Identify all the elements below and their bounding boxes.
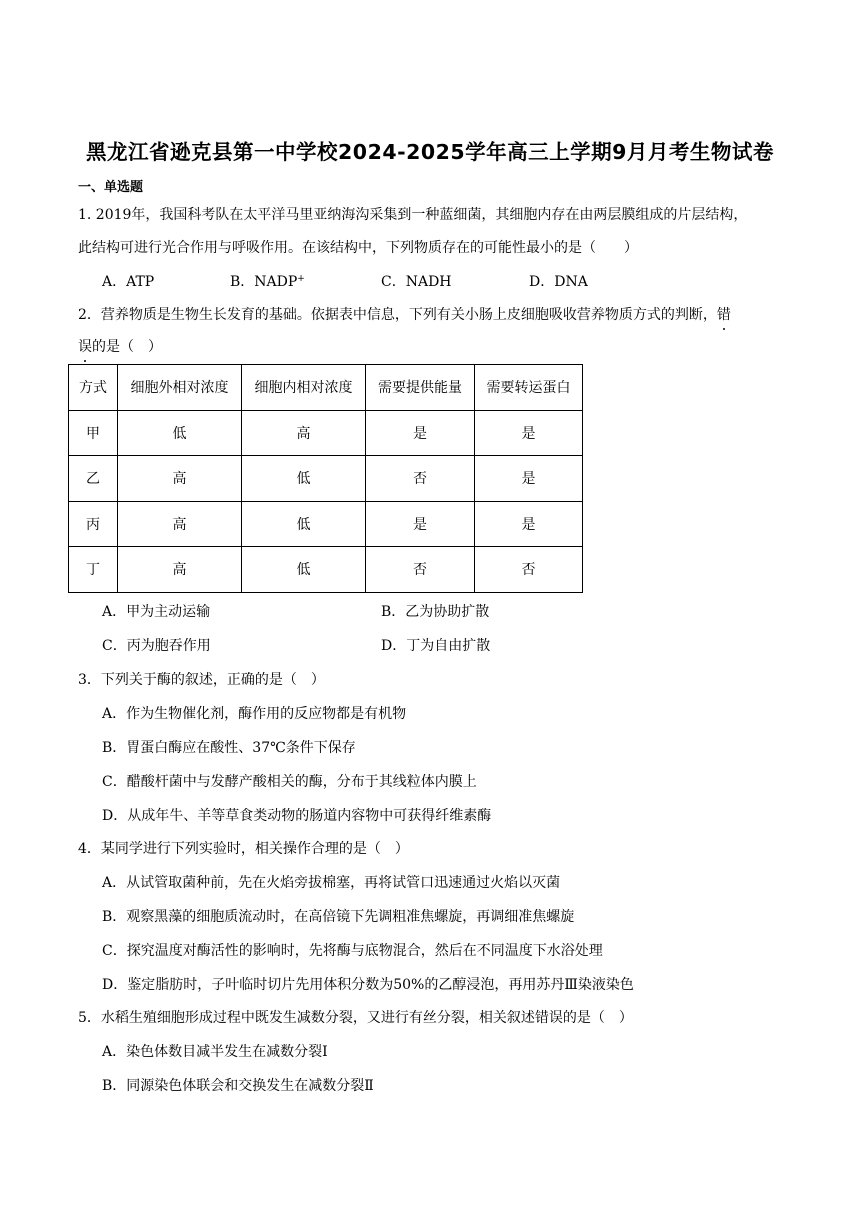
q4-option-d: D．鉴定脂肪时，子叶临时切片先用体积分数为50%的乙醇浸泡，再用苏丹Ⅲ染液染色: [102, 977, 634, 993]
q2-table: [68, 364, 583, 593]
q1-option-c: C．NADH: [381, 274, 452, 290]
q1-option-b-sup: +: [297, 274, 305, 284]
table-cell: 高: [118, 501, 242, 547]
table-cell: 是: [366, 501, 475, 547]
page-title: 黑龙江省逊克县第一中学校2024-2025学年高三上学期9月月考生物试卷: [86, 140, 774, 164]
table-header-cell: 需要转运蛋白: [475, 365, 583, 411]
table-cell: 是: [475, 410, 583, 456]
q2-emphasis-char: 错: [717, 304, 731, 324]
table-cell: 高: [118, 547, 242, 593]
table-cell: 低: [242, 547, 366, 593]
table-header-cell: 细胞外相对浓度: [118, 365, 242, 411]
q3-option-c: C．醋酸杆菌中与发酵产酸相关的酶，分布于其线粒体内膜上: [102, 774, 477, 790]
q3-option-d: D．从成年牛、羊等草食类动物的肠道内容物中可获得纤维素酶: [102, 808, 492, 824]
table-cell: 乙: [69, 456, 118, 502]
table-cell: 否: [475, 547, 583, 593]
table-header-cell: 需要提供能量: [366, 365, 475, 411]
q2-stem-line1: [78, 304, 731, 324]
q1-stem-line2: 此结构可进行光合作用与呼吸作用。在该结构中，下列物质存在的可能性最小的是（ ）: [78, 240, 638, 256]
q1-option-a: A．ATP: [102, 274, 155, 290]
q5-stem: 5．水稻生殖细胞形成过程中既发生减数分裂，又进行有丝分裂，相关叙述错误的是（ ）: [78, 1010, 633, 1026]
q3-option-b: B．胃蛋白酶应在酸性、37℃条件下保存: [102, 740, 356, 756]
table-cell: 低: [118, 410, 242, 456]
table-cell: 低: [242, 456, 366, 502]
q4-stem: 4．某同学进行下列实验时，相关操作合理的是（ ）: [78, 841, 409, 857]
q3-option-a: A．作为生物催化剂，酶作用的反应物都是有机物: [102, 706, 407, 722]
q4-option-a: A．从试管取菌种前，先在火焰旁拔棉塞，再将试管口迅速通过火焰以灭菌: [102, 875, 561, 891]
table-cell: 是: [366, 410, 475, 456]
q2-option-a: A．甲为主动运输: [102, 604, 211, 620]
table-header-cell: 细胞内相对浓度: [242, 365, 366, 411]
table-cell: 是: [475, 456, 583, 502]
q2-emphasis-char: 误: [78, 336, 92, 356]
q2-stem-line2: [78, 336, 162, 356]
table-row: [69, 410, 583, 456]
table-cell: 否: [366, 547, 475, 593]
table-row: [69, 547, 583, 593]
table-cell: 甲: [69, 410, 118, 456]
table-cell: 丙: [69, 501, 118, 547]
q2-option-b: B．乙为协助扩散: [381, 604, 490, 620]
q1-option-b: [230, 271, 305, 291]
section-heading: 一、单选题: [78, 180, 144, 195]
q1-option-d: D．DNA: [529, 274, 588, 290]
table-row: [69, 456, 583, 502]
table-header-row: [69, 365, 583, 411]
table-cell: 丁: [69, 547, 118, 593]
table-header-cell: 方式: [69, 365, 118, 411]
q2-stem-text: 的是（ ）: [92, 339, 162, 355]
q4-option-b: B．观察黑藻的细胞质流动时，在高倍镜下先调粗准焦螺旋，再调细准焦螺旋: [102, 909, 575, 925]
table-cell: 高: [242, 410, 366, 456]
q2-option-d: D．丁为自由扩散: [381, 638, 491, 654]
q3-stem: 3．下列关于酶的叙述，正确的是（ ）: [78, 672, 325, 688]
table-cell: 低: [242, 501, 366, 547]
q5-option-b: B．同源染色体联会和交换发生在减数分裂Ⅱ: [102, 1078, 374, 1094]
q1-stem-line1: 1. 2019年，我国科考队在太平洋马里亚纳海沟采集到一种蓝细菌，其细胞内存在由两层膜组成的片层结构，: [78, 207, 748, 223]
table-row: [69, 501, 583, 547]
q2-option-c: C．丙为胞吞作用: [102, 638, 211, 654]
table-cell: 是: [475, 501, 583, 547]
table-cell: 高: [118, 456, 242, 502]
q5-option-a: A．染色体数目减半发生在减数分裂Ⅰ: [102, 1044, 328, 1060]
q4-option-c: C．探究温度对酶活性的影响时，先将酶与底物混合，然后在不同温度下水浴处理: [102, 943, 603, 959]
q2-stem-text: 2．营养物质是生物生长发育的基础。依据表中信息，下列有关小肠上皮细胞吸收营养物质方式的判断，: [78, 307, 717, 323]
table-cell: 否: [366, 456, 475, 502]
q1-option-b-text: B．NADP: [230, 274, 298, 290]
